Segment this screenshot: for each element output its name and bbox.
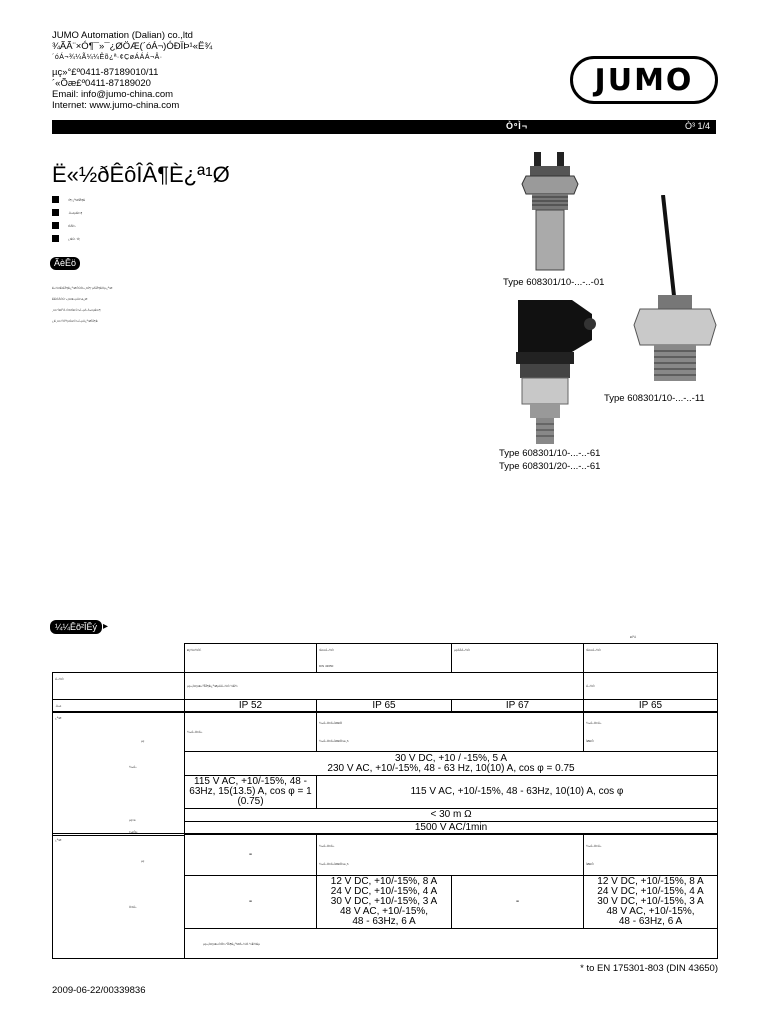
row-label: ·À»¤ <box>53 700 185 713</box>
spec-table-load <box>52 833 718 959</box>
rating-cell: 115 V AC, +10/-15%, 48 - 63Hz, 10(10) A, cos φ <box>317 776 718 809</box>
spec-cell: ½»Á÷Ö±Á÷ ½»Á÷Ö±Á÷ÌØÐÔ¹æ¸ñ <box>317 834 584 876</box>
sensor-image-01 <box>520 150 580 275</box>
spec-table-main <box>52 711 718 836</box>
fax-line: ´«Õæ£º0411-87189020 <box>52 78 151 89</box>
caption-type-61a: Type 608301/10-...-..-61 <box>499 448 601 459</box>
rating-cell: 30 V DC, +10 / -15%, 5 A 230 V AC, +10/-15%, 48 - 63 Hz, 10(10) A, cos φ = 0.75 <box>185 752 718 776</box>
logo-text: JUMO <box>594 62 694 98</box>
load-cell: 12 V DC, +10/-15%, 8 A 24 V DC, +10/-15%, 4 A 30 V DC, +10/-15%, 3 A 48 V AC, +10/-15%, 48 - 63Hz, 6 A <box>584 876 718 929</box>
feature-item: ¿ìËÙ·´Ó¦ <box>52 232 85 245</box>
address-line-2: ´óÁ¬¾¼Ã¼¼Êõ¿ª·¢ÇøÁÁÁ¬Â· <box>52 54 163 60</box>
head-cell: ²å×ùÁ¬½Ó <box>584 644 718 673</box>
address-line: ¾ÃÃ¨×Ó¶¯»¯¿ØÖÆ(´óÁ¬)ÓÐÏÞ¹«Ë¾ <box>52 41 213 52</box>
load-cell: 12 V DC, +10/-15%, 8 A 24 V DC, +10/-15%, 4 A 30 V DC, +10/-15%, 3 A 48 V AC, +10/-15%, 48 - 63Hz, 6 A <box>317 876 452 929</box>
protection-cell: IP 65 <box>584 700 718 713</box>
dash-cell: - <box>185 834 317 876</box>
connection-cell: Á¬½Ó <box>584 673 718 700</box>
section-label: ¼¼Êõ²ÎÊý <box>50 620 102 634</box>
bullet-icon <box>52 222 59 229</box>
caption-type-01: Type 608301/10-...-..-01 <box>503 277 605 288</box>
sensor-image-11 <box>630 195 720 390</box>
spec-cell: ½»Á÷Ö±Á÷ ÌØÐÔ <box>584 712 718 752</box>
page-number: Ò³ 1/4 <box>684 121 710 131</box>
sensor-image-61 <box>512 296 602 448</box>
arrow-icon: ▸ <box>103 621 109 632</box>
description-label: ÃèÊö <box>50 257 80 270</box>
footnote: * to EN 175301-803 (DIN 43650) <box>580 963 718 974</box>
protection-cell: IP 65 <box>317 700 452 713</box>
phone-line: µç»°£º0411-87189010/11 <box>52 67 159 78</box>
section-b-label: ¿ª¹Ø µç Ö±Á÷ <box>53 834 185 959</box>
internet-line: Internet: www.jumo-china.com <box>52 100 180 111</box>
company-name: JUMO Automation (Dalian) co.,ltd <box>52 30 193 41</box>
row-label: Á¬½Ó <box>53 673 185 700</box>
spec-cell: ½»Á÷Ö±Á÷ <box>185 712 317 752</box>
protection-cell: IP 52 <box>185 700 317 713</box>
spec-table-top <box>52 643 718 713</box>
caption-type-11: Type 608301/10-...-..-11 <box>604 393 705 404</box>
table-corner-note: ÐÍºÅ <box>630 635 637 639</box>
document-id: 2009-06-22/00339836 <box>52 985 146 996</box>
section-a-label: ¿ª¹Ø µç ½»Á÷ µç×è ¾øÔµ <box>53 712 185 836</box>
spec-cell: ½»Á÷Ö±Á÷ ÌØÐÔ <box>584 834 718 876</box>
feature-item: ÓÃÍ¾ <box>52 219 85 232</box>
note-cell: µç»¡Ïû³ýÆ÷ÒÔ¼°ÎÂ¶È¿ª¹ØÁ¬½Ó·½Ê½Ëµ <box>185 929 718 959</box>
head-cell: µçÀÂÁ¬½Ó <box>452 644 584 673</box>
bullet-icon <box>52 196 59 203</box>
feature-item: ¹Ì¶¨¿ª¹ØÎÂ¶È <box>52 193 85 206</box>
description-text: Ë«½ðÊôÎÂ¶È¿ª¹ØÔÚÒ»¸ö¹Ì¶¨µÄÎÂ¶ÈÖµ¿ª¹Ø ÊÊÓÃÓÚ´«¸ÐÆ÷µÄ¼à¿Ø ¸ù¾ÝÐÍºÅ·Ö±ðÌá¹©²»Í¬µÄ·À»¤µÈ¼¶ ¿É¸ù¾ÝÒªÇóÌá¹©²»Í¬µÄ¿ª¹ØÎÂ¶È <box>52 286 113 323</box>
dash-cell: - <box>185 876 317 929</box>
protection-cell: IP 67 <box>452 700 584 713</box>
rating-cell: 115 V AC, +10/-15%, 48 - 63Hz, 15(13.5) A, cos φ = 1 (0.75) <box>185 776 317 809</box>
resistance-cell: < 30 m Ω <box>185 809 718 822</box>
email-line: Email: info@jumo-china.com <box>52 89 174 100</box>
head-cell: Ðý½ô½ÓÍ· <box>185 644 317 673</box>
dielectric-cell: 1500 V AC/1min <box>185 822 718 835</box>
address-block <box>52 30 212 111</box>
feature-list <box>52 193 85 245</box>
product-title: Ë«½ðÊôÎÂ¶È¿ª¹Ø <box>52 162 230 187</box>
jumo-logo <box>570 56 718 104</box>
feature-item: ·À»¤µÈ¼¶ <box>52 206 85 219</box>
empty-cell <box>53 644 185 673</box>
head-cell: ²å×ùÁ¬½Ó DIN 43650 <box>317 644 452 673</box>
bullet-icon <box>52 209 59 216</box>
bullet-icon <box>52 235 59 242</box>
connection-cell: µç»¡Ïû³ýÆ÷ºÍÎÂ¶È¿ª¹ØµÄÁ¬½Ó·½Ê½ <box>185 673 584 700</box>
dash-cell: - <box>452 876 584 929</box>
spec-cell: ½»Á÷Ö±Á÷ÌØÐÔ ½»Á÷Ö±Á÷ÌØÐÔ¹æ¸ñ <box>317 712 584 752</box>
caption-type-61b: Type 608301/20-...-..-61 <box>499 461 601 472</box>
datasheet-category: ÒºÌ¬ <box>506 121 529 131</box>
title-bar <box>52 120 716 134</box>
